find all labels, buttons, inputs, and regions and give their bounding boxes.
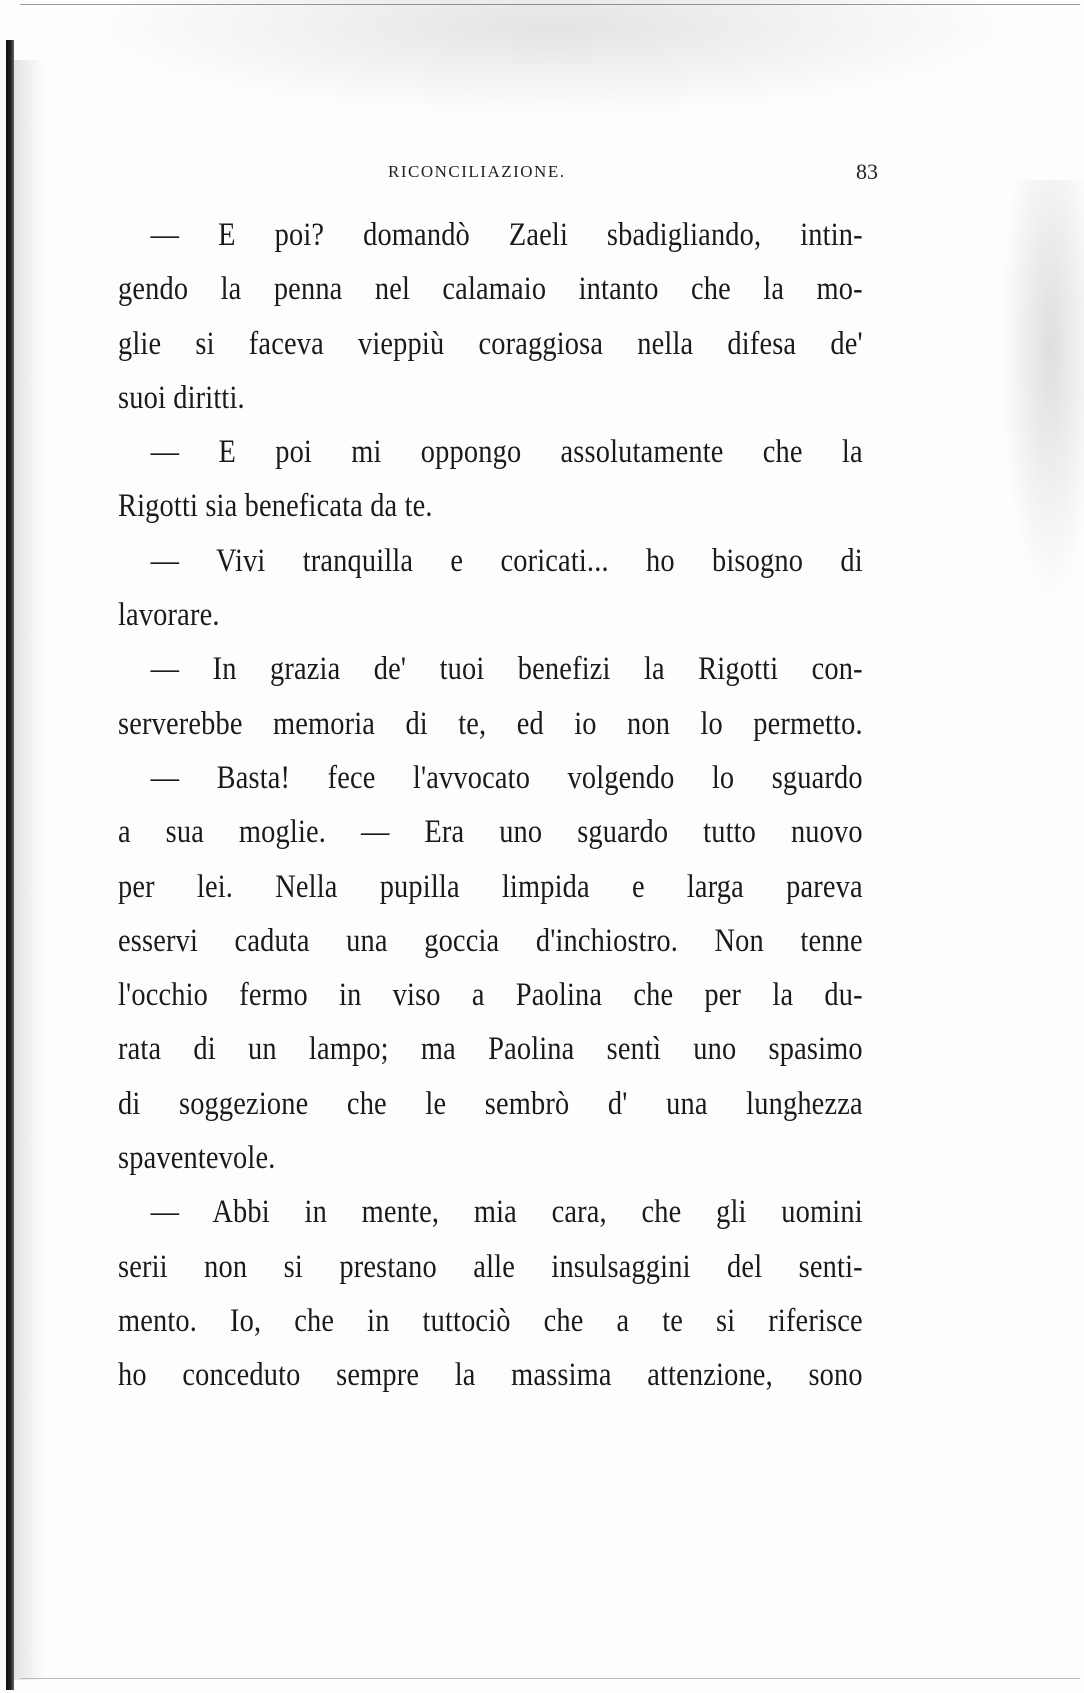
text-line: — E poi mi oppongo assolutamente che la: [150, 434, 863, 471]
text-line: lavorare.: [118, 597, 220, 634]
page-number: 83: [856, 159, 878, 184]
text-line: rata di un lampo; ma Paolina sentì uno spasimo: [118, 1031, 863, 1068]
binding-edge: [6, 40, 14, 1690]
scan-noise-top: [20, 0, 1084, 130]
text-line: spaventevole.: [118, 1140, 276, 1177]
running-header: [120, 159, 890, 192]
text-line: per lei. Nella pupilla limpida e larga pareva: [118, 868, 863, 905]
text-line: esservi caduta una goccia d'inchiostro. Non tenne: [118, 922, 863, 959]
text-line: — Abbi in mente, mia cara, che gli uomini: [150, 1194, 863, 1231]
text-line: — Vivi tranquilla e coricati... ho bisogno di: [150, 542, 863, 579]
running-title: RICONCILIAZIONE.: [388, 162, 566, 181]
text-line: suoi diritti.: [118, 379, 245, 416]
binding-shadow: [14, 60, 44, 1680]
text-line: — In grazia de' tuoi benefizi la Rigotti con-: [150, 651, 863, 688]
body-text: [118, 208, 863, 1403]
text-line: serii non si prestano alle insulsaggini del senti-: [118, 1248, 863, 1285]
text-line: — Basta! fece l'avvocato volgendo lo sguardo: [150, 759, 863, 796]
text-line: — E poi? domandò Zaeli sbadigliando, intin-: [150, 217, 863, 253]
scan-bottom-edge: [20, 1678, 1080, 1679]
text-line: Rigotti sia beneficata da te.: [118, 488, 433, 525]
text-line: serverebbe memoria di te, ed io non lo permetto.: [118, 705, 863, 742]
text-line: gendo la penna nel calamaio intanto che la mo-: [118, 271, 863, 308]
scan-noise-right: [1000, 180, 1084, 600]
text-line: ho conceduto sempre la massima attenzione, sono: [118, 1357, 863, 1394]
text-line: l'occhio fermo in viso a Paolina che per la du-: [118, 977, 863, 1014]
text-line: glie si faceva vieppiù coraggiosa nella difesa de': [118, 325, 863, 362]
text-line: mento. Io, che in tuttociò che a te si riferisce: [118, 1302, 863, 1339]
text-line: di soggezione che le sembrò d' una lunghezza: [118, 1085, 863, 1122]
text-line: a sua moglie. — Era uno sguardo tutto nuovo: [118, 814, 863, 851]
